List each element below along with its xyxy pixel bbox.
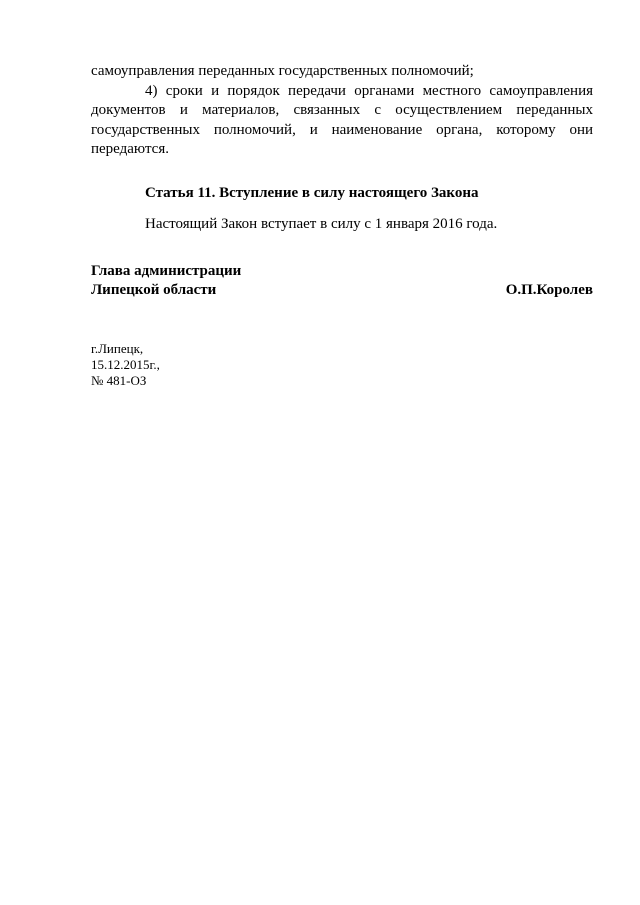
signature-row bbox=[91, 281, 593, 301]
paragraph-continuation: самоуправления переданных государственных полномочий; bbox=[91, 63, 474, 79]
signature-title-line2: Липецкой области bbox=[91, 282, 217, 298]
document-page bbox=[91, 62, 593, 389]
document-footer bbox=[91, 341, 593, 389]
article-heading: Статья 11. Вступление в силу настоящего Закона bbox=[145, 184, 479, 201]
signature-title-line1: Глава администрации bbox=[91, 262, 242, 279]
footer-place: г.Липецк, bbox=[91, 340, 144, 356]
signature-block bbox=[91, 262, 593, 301]
paragraph-item-4: 4) сроки и порядок передачи органами местного самоуправления документов и материалов, связанных с осуществлением переданных государственных полномочий, и наименование органа, которому они передаются. bbox=[91, 82, 593, 157]
footer-number: № 481-ОЗ bbox=[91, 372, 147, 388]
article-body: Настоящий Закон вступает в силу с 1 января 2016 года. bbox=[145, 216, 498, 232]
signatory-name: О.П.Королев bbox=[505, 282, 593, 298]
footer-date: 15.12.2015г., bbox=[91, 356, 160, 372]
